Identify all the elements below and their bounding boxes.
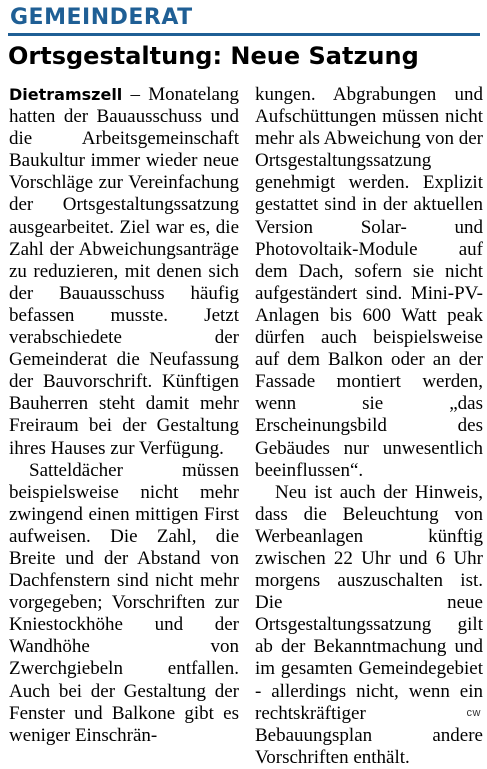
dateline-dash: – [122, 84, 149, 105]
dateline: Dietramszell [9, 85, 123, 104]
article-column-left [9, 84, 239, 747]
paragraph-2-continued: kungen. Abgrabungen und Aufschüttungen müssen nicht mehr als Abweichung von der Ortsgestaltungssatzung genehmigt werden. Explizit gestattet sind in der aktuellen Version Solar- und Photovoltaik-Module auf dem Dach, sofern sie nicht aufgeständert sind. Mini-PV-Anlagen bis 600 Watt peak dürfen auch beispielsweise auf dem Balkon oder an der Fassade montiert werden, wenn sie „das Erscheinungsbild des Gebäudes nur unwesentlich beeinflussen“. [255, 84, 483, 481]
article-headline: Ortsgestaltung: Neue Satzung [8, 42, 419, 70]
paragraph-2: Satteldächer müssen beispielsweise nicht mehr zwingend einen mittigen First aufweisen. Die Zahl, die Breite und der Abstand von Dachfenstern sind nicht mehr vorgegeben; Vorschriften zur Kniestockhöhe und der Wandhöhe von Zwerchgiebeln entfallen. Auch bei der Gestaltung der Fenster und Balkone gibt es weniger Einschrän- [9, 459, 239, 746]
paragraph-3: Neu ist auch der Hinweis, dass die Beleuchtung von Werbeanlagen künftig zwischen 22 Uhr und 6 Uhr morgens auszuschalten ist. Die neue Ortsgestaltungssatzung gilt ab der Bekanntmachung und im gesamten Gemeindegebiet - allerdings nicht, wenn ein rechtskräftiger Bebauungsplan andere Vorschriften enthält. [255, 481, 483, 768]
paragraph-1-text: Monatelang hatten der Bauausschuss und die Arbeitsgemeinschaft Baukultur immer wieder neue Vorschläge zur Vereinfachung der Ortsgestaltungssatzung ausgearbeitet. Ziel war es, die Zahl der Abweichungsanträge zu reduzieren, mit denen sich der Bauausschuss häufig befassen musste. Jetzt verabschiedete der Gemeinderat die Neufassung der Bauvorschrift. Künftigen Bauherren steht damit mehr Freiraum bei der Gestaltung ihres Hauses zur Verfügung. [9, 84, 239, 459]
author-initials: cw [466, 707, 481, 719]
section-rule [8, 33, 480, 36]
section-label: GEMEINDERAT [10, 5, 193, 30]
article-column-right [255, 84, 483, 769]
paragraph-1 [9, 84, 239, 460]
